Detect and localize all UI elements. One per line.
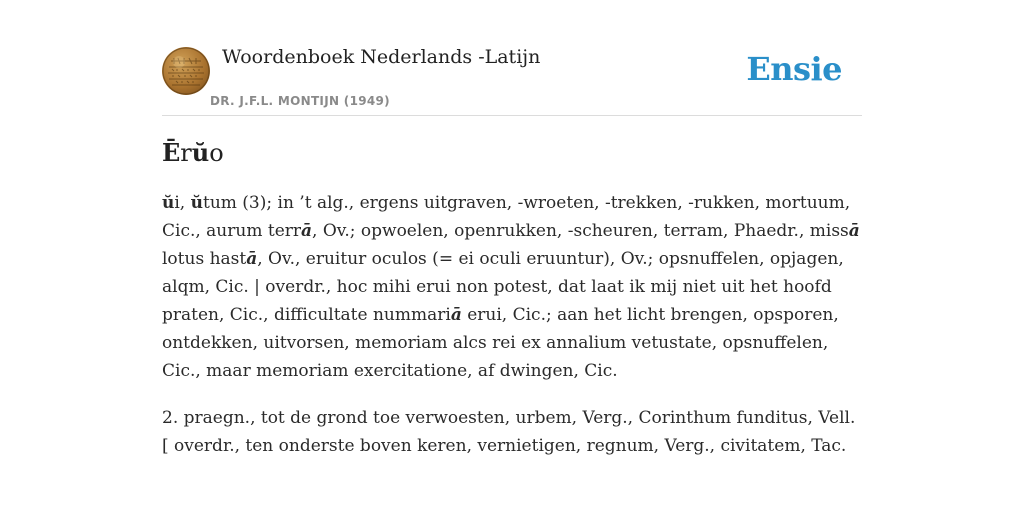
definition-paragraph-2: 2. praegn., tot de grond toe verwoesten, urbem, Verg., Corinthum funditus, Vell. [ overdr., ten onderste boven keren, vernietigen, regnum, Verg., civitatem, Tac. <box>162 408 856 456</box>
entry-title-part: Ē <box>162 138 181 167</box>
entry-title-part: o <box>209 139 224 167</box>
emphasized-letter: ā <box>246 249 258 269</box>
book-title[interactable]: Woordenboek Nederlands -Latijn <box>222 46 541 68</box>
entry-title <box>162 138 862 167</box>
emphasized-letter: ŭ <box>162 193 175 213</box>
emphasized-letter: ā <box>848 221 860 241</box>
entry-body <box>162 189 862 460</box>
page-header <box>162 40 862 116</box>
emphasized-letter: ŭ <box>190 193 203 213</box>
author-label: DR. J.F.L. MONTIJN (1949) <box>210 94 390 108</box>
text-segment: , Ov., eruitur oculos (= ei oculi eruuntur), Ov.; opsnuffelen, opjagen, alqm, Cic. | overdr., hoc mihi erui non potest, dat laat ik mij niet uit het hoofd praten, Cic., difficultate nummari <box>162 249 844 325</box>
text-segment: i, <box>174 193 191 213</box>
ancient-coin-logo-icon[interactable] <box>162 47 210 95</box>
entry-title-part: ŭ <box>191 138 210 167</box>
ensie-brand-logo[interactable]: Ensie <box>746 50 842 88</box>
text-segment: tum (3); in ’t alg., ergens uitgraven, -wroeten, -trekken, -rukken, mortuum, Cic., aurum terr <box>162 193 851 241</box>
emphasized-letter: ā <box>450 305 462 325</box>
entry-title-part: r <box>180 139 192 167</box>
text-segment: , Ov.; opwoelen, openrukken, -scheuren, terram, Phaedr., miss <box>312 221 849 241</box>
definition-paragraph-1 <box>162 189 862 385</box>
text-segment: erui, Cic.; aan het licht brengen, opsporen, ontdekken, uitvorsen, memoriam alcs rei ex annalium vetustate, opsnuffelen, Cic., maar memoriam exercitatione, af dwingen, Cic. <box>162 305 839 381</box>
emphasized-letter: ā <box>301 221 313 241</box>
dictionary-card <box>162 40 862 479</box>
text-segment: lotus hast <box>162 249 247 269</box>
